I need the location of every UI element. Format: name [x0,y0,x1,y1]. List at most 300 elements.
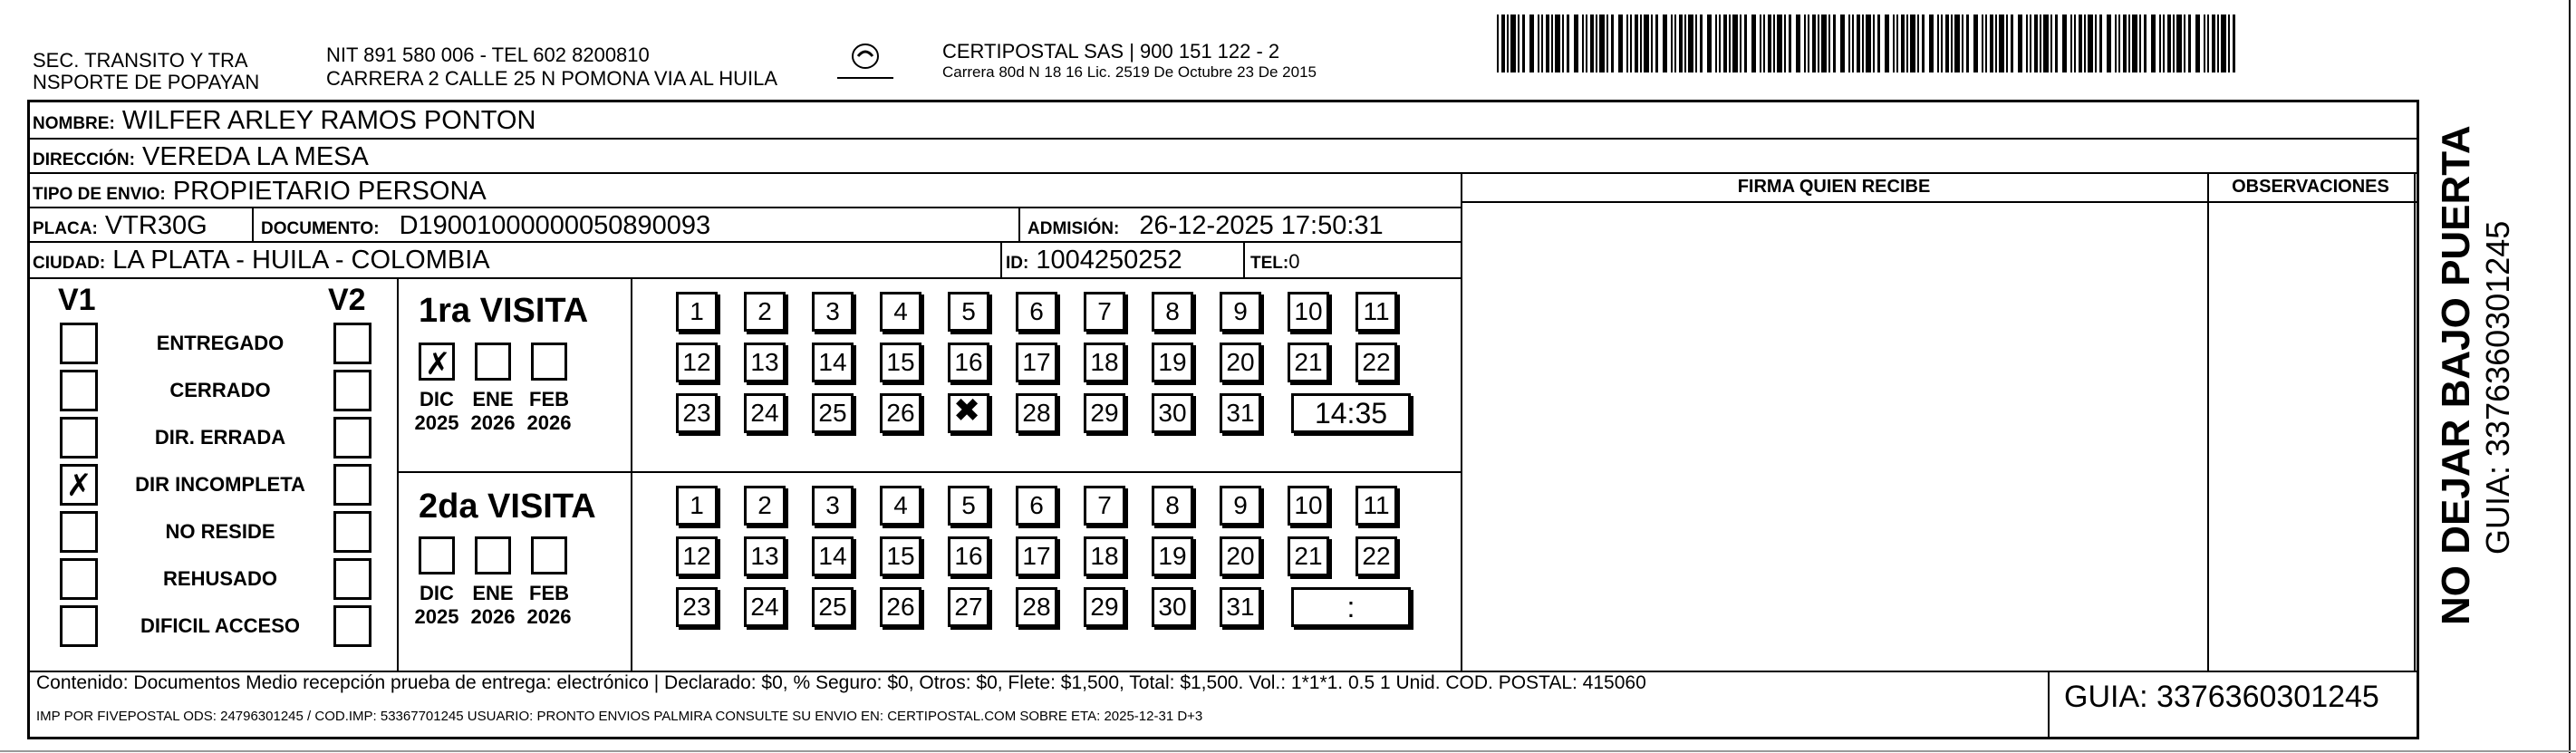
time-box[interactable]: : [1291,587,1411,627]
barcode-bar [1529,14,1534,72]
barcode-bar [1626,14,1628,72]
barcode-bar [1922,14,1925,72]
day-box[interactable]: 16 [948,343,989,382]
barcode-bar [1896,14,1898,72]
barcode-bar [2144,14,2147,72]
day-box[interactable]: 13 [744,536,786,576]
barcode-bar [1751,14,1756,72]
barcode-bar [1982,14,1983,72]
day-box[interactable]: 24 [744,393,786,433]
tipo-envio-label: TIPO DE ENVIO: [33,185,166,204]
barcode-bar [1812,14,1816,72]
barcode-bar [2011,14,2013,72]
barcode-bar [2123,14,2127,72]
barcode-bar [1973,14,1978,72]
day-box[interactable]: 30 [1152,587,1193,627]
barcode-bar [1777,14,1782,72]
month-checkbox[interactable] [475,536,511,574]
day-box[interactable]: 24 [744,587,786,627]
barcode-bar [2050,14,2052,72]
barcode-bar [1606,14,1608,72]
barcode-bar [1763,14,1765,72]
documento-field [261,210,710,245]
barcode-bar [1873,14,1875,72]
day-box[interactable]: 23 [676,587,718,627]
day-box[interactable]: 31 [1220,393,1261,433]
sender-nit-line1: NIT 891 580 006 - TEL 602 8200810 [326,43,650,66]
placa-value: VTR30G [104,211,207,240]
visit2-title: 2da VISITA [419,488,596,526]
day-box[interactable]: 23 [676,393,718,433]
barcode-bar [2167,14,2171,72]
month-label: DIC [420,582,454,604]
day-box[interactable]: 2 [744,486,786,526]
barcode-bar [2151,14,2156,72]
barcode-bar [1497,14,1499,72]
v2-checkbox[interactable] [333,370,371,411]
barcode-bar [2062,14,2067,72]
year-label: 2026 [526,605,572,628]
v1-checkbox[interactable] [60,370,98,411]
barcode-bar [2070,14,2072,72]
barcode-bar [2128,14,2130,72]
col-divider [631,277,632,671]
month-checkbox[interactable] [419,343,455,381]
barcode-bar [1541,14,1543,72]
v2-checkbox[interactable] [333,511,371,553]
footer-imp: IMP POR FIVEPOSTAL ODS: 24796301245 / COD.IMP: 53367701245 USUARIO: PRONTO ENVIOS PALMIRA CONSULTE SU ENVIO EN: CERTIPOSTAL.COM SOBRE ETA: 2025-12-31 D+3 [36,709,1203,724]
barcode-bar [1833,14,1836,72]
admision-value: 26-12-2025 17:50:31 [1139,211,1384,240]
barcode-bar [1644,14,1649,72]
day-box[interactable]: 10 [1288,486,1329,526]
day-box[interactable]: 25 [812,587,854,627]
v2-checkbox[interactable] [333,323,371,364]
barcode-bar [1507,14,1509,72]
v1-label: V1 [58,283,96,317]
footer-guia: GUIA: 3376360301245 [2064,680,2379,714]
barcode-bar [2176,14,2182,72]
direccion-label: DIRECCIÓN: [33,150,135,169]
barcode-bar [2043,14,2049,72]
v1-checkbox[interactable] [60,464,98,506]
v1-checkbox[interactable] [60,323,98,364]
barcode-bar [1784,14,1786,72]
day-box[interactable]: 25 [812,393,854,433]
day-box[interactable]: 7 [1084,486,1125,526]
certipostal-logo [834,38,897,89]
day-box[interactable]: 15 [880,343,921,382]
barcode-bar [2026,14,2028,72]
company-line2: Carrera 80d N 18 16 Lic. 2519 De Octubre 23 De 2015 [942,63,1317,81]
placa-label: PLACA: [33,219,98,238]
barcode-bar [1906,14,1908,72]
barcode-bar [1962,14,1963,72]
barcode-bar [1857,14,1860,72]
barcode-bar [1723,14,1727,72]
status-label: DIR. ERRADA [154,426,286,449]
v1-checkbox[interactable] [60,417,98,459]
barcode-bar [1715,14,1717,72]
check-mark-icon: ✗ [425,346,451,382]
barcode-bar [1663,14,1667,72]
col-divider [2048,671,2050,739]
day-box[interactable]: 21 [1288,343,1329,382]
day-box[interactable]: 14 [812,343,854,382]
year-label: 2026 [526,411,572,434]
day-box[interactable] [948,393,989,433]
barcode-bar [2188,14,2191,72]
day-box[interactable]: 22 [1356,343,1397,382]
year-label: 2025 [414,411,459,434]
barcode-bar [1804,14,1806,72]
day-box[interactable]: 11 [1356,486,1397,526]
barcode-bar [2115,14,2117,72]
day-box[interactable]: 9 [1220,486,1261,526]
day-box[interactable]: 15 [880,536,921,576]
month-label: FEB [529,582,569,604]
tel-label: TEL: [1250,254,1289,273]
barcode-bar [1995,14,1997,72]
barcode-bar [2228,14,2230,72]
nombre-value: WILFER ARLEY RAMOS PONTON [121,106,536,135]
barcode-bar [2040,14,2041,72]
col-divider [1243,241,1245,277]
day-box[interactable]: 6 [1016,486,1057,526]
day-box[interactable]: 27 [948,587,989,627]
day-box[interactable]: 30 [1152,393,1193,433]
barcode-bar [2088,14,2093,72]
barcode-bar [1951,14,1953,72]
barcode-bar [1941,14,1943,72]
day-box[interactable]: 8 [1152,292,1193,332]
barcode-bar [1954,14,1960,72]
barcode-bar [1937,14,1939,72]
direccion-value: VEREDA LA MESA [142,142,369,171]
barcode [1497,14,2236,72]
barcode-bar [2118,14,2120,72]
day-box[interactable]: 17 [1016,536,1057,576]
barcode-bar [1630,14,1632,72]
col-divider [2414,172,2416,671]
barcode-bar [1700,14,1703,72]
barcode-bar [2221,14,2226,72]
day-box[interactable]: 3 [812,292,854,332]
day-box[interactable]: 14 [812,536,854,576]
barcode-bar [1760,14,1761,72]
barcode-bar [2099,14,2102,72]
day-box[interactable]: 7 [1084,292,1125,332]
barcode-bar [1555,14,1560,72]
barcode-bar [1582,14,1584,72]
barcode-bar [1522,14,1525,72]
barcode-bar [1990,14,1993,72]
barcode-bar [1596,14,1597,72]
v2-checkbox[interactable] [333,417,371,459]
barcode-bar [1910,14,1915,72]
barcode-bar [2139,14,2141,72]
day-box[interactable]: 4 [880,292,921,332]
day-box[interactable]: 16 [948,536,989,576]
barcode-bar [1562,14,1564,72]
day-box[interactable]: 11 [1356,292,1397,332]
status-label: REHUSADO [163,567,277,590]
v1-checkbox[interactable] [60,605,98,647]
barcode-bar [1966,14,1969,72]
barcode-bar [1917,14,1919,72]
barcode-bar [2055,14,2058,72]
month-checkbox[interactable] [419,536,455,574]
day-box[interactable]: 3 [812,486,854,526]
month-checkbox[interactable] [531,536,567,574]
id-label: ID: [1006,254,1029,273]
barcode-bar [1821,14,1827,72]
day-box[interactable]: 26 [880,393,921,433]
barcode-bar [1655,14,1658,72]
barcode-bar [1651,14,1653,72]
barcode-bar [1740,14,1741,72]
barcode-bar [1674,14,1676,72]
status-label: DIFICIL ACCESO [140,614,300,637]
month-label: ENE [472,582,514,604]
side-guia: GUIA: 3376360301245 [2479,220,2516,555]
barcode-bar [2173,14,2175,72]
barcode-bar [1640,14,1642,72]
tipo-envio-field [33,176,487,210]
row-divider [1461,201,2419,203]
barcode-bar [1586,14,1587,72]
day-box[interactable]: 10 [1288,292,1329,332]
day-box[interactable]: 28 [1016,587,1057,627]
barcode-bar [2159,14,2161,72]
barcode-bar [1893,14,1895,72]
barcode-bar [1719,14,1721,72]
barcode-bar [1818,14,1819,72]
tel-value: 0 [1288,250,1300,273]
day-box[interactable]: 12 [676,536,718,576]
barcode-bar [2195,14,2200,72]
barcode-bar [1773,14,1775,72]
tel-field [1250,246,1299,279]
barcode-bar [1729,14,1731,72]
day-box[interactable]: 5 [948,292,989,332]
day-box[interactable]: 17 [1016,343,1057,382]
v1-checkbox[interactable] [60,558,98,600]
col-divider [1461,172,1462,671]
footer-contenido: Contenido: Documentos Medio recepción prueba de entrega: electrónico | Declarado: $0, % Seguro: $0, Otros: $0, Flete: $1,500, Total: $1,500. Vol.: 1*1*1. 0.5 1 Unid. COD. POSTAL: 415060 [36,672,1646,693]
day-box[interactable]: 22 [1356,536,1397,576]
barcode-bar [2084,14,2086,72]
day-box[interactable]: 2 [744,292,786,332]
barcode-bar [1885,14,1889,72]
check-mark-icon: ✗ [66,468,92,504]
id-value: 1004250252 [1036,246,1182,275]
sender-name-line1: SEC. TRANSITO Y TRA [33,49,248,72]
nombre-field [33,105,535,140]
barcode-bar [1551,14,1553,72]
col-divider [252,207,254,241]
ciudad-value: LA PLATA - HUILA - COLOMBIA [112,246,490,275]
barcode-bar [1945,14,1949,72]
ciudad-label: CIUDAD: [33,254,106,273]
barcode-bar [1501,14,1505,72]
barcode-bar [1671,14,1673,72]
day-box[interactable]: 20 [1220,536,1261,576]
barcode-bar [1546,14,1549,72]
col-divider [2207,172,2209,671]
barcode-bar [1590,14,1594,72]
barcode-bar [1707,14,1712,72]
day-box[interactable]: 20 [1220,343,1261,382]
day-mark-icon: ✖ [953,392,981,430]
barcode-bar [1901,14,1905,72]
time-box[interactable]: 14:35 [1291,393,1411,433]
company-line1: CERTIPOSTAL SAS | 900 151 122 - 2 [942,40,1280,63]
ciudad-field [33,245,490,279]
status-label: DIR INCOMPLETA [135,473,305,496]
barcode-bar [2095,14,2097,72]
sender-address-line2: CARRERA 2 CALLE 25 N POMONA VIA AL HUILA [326,67,778,90]
barcode-bar [1567,14,1569,72]
day-box[interactable]: 13 [744,343,786,382]
day-box[interactable]: 5 [948,486,989,526]
barcode-bar [2163,14,2165,72]
day-box[interactable]: 19 [1152,536,1193,576]
day-box[interactable]: 21 [1288,536,1329,576]
v2-label: V2 [328,283,366,317]
nombre-label: NOMBRE: [33,114,115,133]
day-box[interactable]: 18 [1084,536,1125,576]
day-box[interactable]: 28 [1016,393,1057,433]
barcode-bar [2184,14,2185,72]
day-box[interactable]: 6 [1016,292,1057,332]
v2-checkbox[interactable] [333,558,371,600]
col-divider [397,277,399,671]
day-box[interactable]: 31 [1220,587,1261,627]
barcode-bar [2006,14,2008,72]
v2-checkbox[interactable] [333,605,371,647]
barcode-bar [2034,14,2038,72]
barcode-bar [1744,14,1747,72]
barcode-bar [1768,14,1771,72]
barcode-bar [2030,14,2031,72]
barcode-bar [1789,14,1791,72]
col-divider [1018,207,1020,241]
scan-edge [0,750,2576,752]
day-box[interactable]: 26 [880,587,921,627]
status-label: CERRADO [169,379,271,401]
status-label: ENTREGADO [156,332,285,354]
barcode-bar [1679,14,1683,72]
barcode-bar [2212,14,2215,72]
admision-field [1028,210,1384,245]
status-label: NO RESIDE [165,520,275,543]
barcode-bar [1796,14,1800,72]
barcode-bar [1599,14,1605,72]
month-label: FEB [529,388,569,410]
barcode-bar [1999,14,2004,72]
barcode-bar [2079,14,2082,72]
barcode-bar [1862,14,1864,72]
barcode-bar [2107,14,2111,72]
documento-label: DOCUMENTO: [261,219,380,238]
barcode-bar [1877,14,1880,72]
barcode-bar [2132,14,2137,72]
edge-line [2569,0,2571,753]
barcode-bar [1518,14,1520,72]
visit1-title: 1ra VISITA [419,292,589,330]
barcode-bar [1852,14,1854,72]
id-field [1006,245,1182,279]
barcode-bar [1510,14,1516,72]
month-label: ENE [472,388,514,410]
month-checkbox[interactable] [531,343,567,381]
day-box[interactable]: 9 [1220,292,1261,332]
placa-field [33,210,207,245]
day-box[interactable]: 8 [1152,486,1193,526]
barcode-bar [1635,14,1638,72]
barcode-bar [2233,14,2235,72]
day-box[interactable]: 1 [676,292,718,332]
day-box[interactable]: 4 [880,486,921,526]
barcode-bar [1866,14,1871,72]
col-divider [1000,241,1002,277]
barcode-bar [2217,14,2219,72]
tipo-envio-value: PROPIETARIO PERSONA [172,177,487,206]
year-label: 2026 [470,411,516,434]
barcode-bar [1611,14,1614,72]
day-box[interactable]: 1 [676,486,718,526]
barcode-bar [1695,14,1697,72]
barcode-bar [2018,14,2022,72]
day-box[interactable]: 29 [1084,393,1125,433]
barcode-bar [1828,14,1830,72]
barcode-bar [1808,14,1809,72]
barcode-bar [1929,14,1934,72]
barcode-bar [1538,14,1539,72]
barcode-bar [1985,14,1987,72]
v2-checkbox[interactable] [333,464,371,506]
year-label: 2026 [470,605,516,628]
month-checkbox[interactable] [475,343,511,381]
barcode-bar [1840,14,1845,72]
day-box[interactable]: 12 [676,343,718,382]
side-warning: NO DEJAR BAJO PUERTA [2434,125,2478,625]
barcode-bar [1732,14,1738,72]
documento-value: D19001000000050890093 [399,211,711,240]
barcode-bar [1574,14,1578,72]
direccion-field [33,141,369,176]
barcode-bar [1618,14,1623,72]
barcode-bar [1848,14,1850,72]
sender-name-line2: NSPORTE DE POPAYAN [33,71,260,93]
day-box[interactable]: 18 [1084,343,1125,382]
day-box[interactable]: 29 [1084,587,1125,627]
barcode-bar [2074,14,2076,72]
barcode-bar [1688,14,1693,72]
observaciones-header: OBSERVACIONES [2232,177,2389,197]
barcode-bar [2207,14,2209,72]
visit-divider [397,471,1461,473]
year-label: 2025 [414,605,459,628]
firma-header: FIRMA QUIEN RECIBE [1737,177,1931,197]
barcode-bar [1684,14,1686,72]
barcode-bar [2204,14,2205,72]
day-box[interactable]: 19 [1152,343,1193,382]
v1-checkbox[interactable] [60,511,98,553]
admision-label: ADMISIÓN: [1028,219,1120,238]
month-label: DIC [420,388,454,410]
